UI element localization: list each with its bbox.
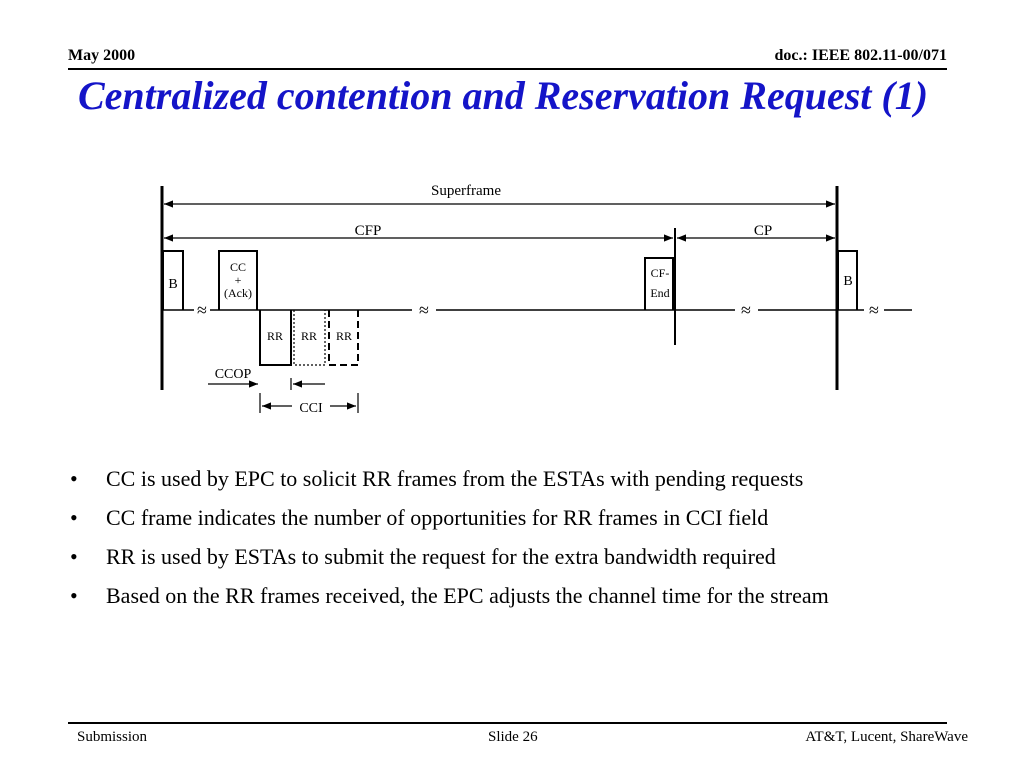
footer-slide-number: Slide 26: [488, 729, 538, 745]
ccop-label: CCOP: [214, 367, 252, 382]
header-doc-id: doc.: IEEE 802.11-00/071: [774, 47, 947, 64]
rr-label-2: RR: [300, 329, 318, 343]
footer-authors: AT&T, Lucent, ShareWave: [805, 729, 968, 745]
superframe-label: Superframe: [431, 183, 501, 199]
cfp-label: CFP: [354, 223, 382, 239]
rr-label-1: RR: [266, 329, 284, 343]
bullet-text: RR is used by ESTAs to submit the request for the extra bandwidth required: [106, 544, 776, 569]
break-mark-2: ≈: [419, 300, 429, 320]
rr-label-3: RR: [335, 329, 353, 343]
bullet-text: Based on the RR frames received, the EPC adjusts the channel time for the stream: [106, 583, 829, 608]
header-date: May 2000: [68, 47, 136, 64]
cf-end-label-1: CF-: [650, 266, 670, 280]
bullet-list: [70, 462, 980, 618]
bullet-item: • CC frame indicates the number of opportunities for RR frames in CCI field: [70, 505, 769, 530]
break-mark-1: ≈: [197, 300, 207, 320]
cf-end-label-2: End: [650, 286, 670, 300]
bullet-item: • Based on the RR frames received, the EPC adjusts the channel time for the stream: [70, 583, 829, 608]
bullet-text: CC frame indicates the number of opportunities for RR frames in CCI field: [106, 505, 769, 530]
footer-rule: [68, 722, 947, 724]
cc-ack-label: (Ack): [224, 286, 252, 300]
beacon-label-1: B: [168, 277, 178, 292]
beacon-label-2: B: [843, 274, 853, 289]
cc-plus-label: +: [234, 273, 242, 287]
slide-title: Centralized contention and Reservation Request (1): [78, 73, 929, 118]
break-mark-3: ≈: [741, 300, 751, 320]
bullet-text: CC is used by EPC to solicit RR frames from the ESTAs with pending requests: [106, 466, 804, 491]
cp-label: CP: [753, 223, 773, 239]
footer-submission: Submission: [77, 729, 148, 745]
bullet-item: • RR is used by ESTAs to submit the request for the extra bandwidth required: [70, 544, 776, 569]
break-mark-4: ≈: [869, 300, 879, 320]
cci-label: CCI: [299, 401, 323, 416]
bullet-item: • CC is used by EPC to solicit RR frames from the ESTAs with pending requests: [70, 466, 804, 491]
cc-label: CC: [229, 260, 247, 274]
